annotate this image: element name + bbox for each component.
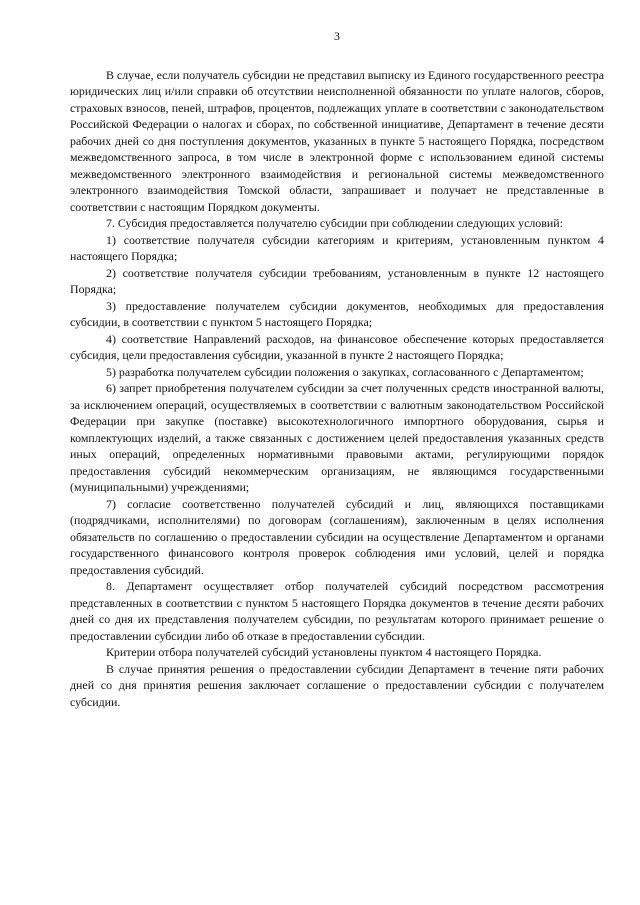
paragraph-agreement: В случае принятия решения о предоставлении субсидии Департамент в течение пяти рабочих дней со дня принятия решения заключает соглашение о предоставлении субсидии с получателем субсидии. [70, 661, 604, 709]
condition-item-1: 1) соответствие получателя субсидии категориям и критериям, установленным пунктом 4 настоящего Порядка; [70, 232, 604, 263]
condition-item-7: 7) согласие соответственно получателей субсидий и лиц, являющихся поставщиками (подрядчиками, исполнителями) по договорам (соглашениям), заключенным в целях исполнения обязательств по соглашению о предоставлении субсидии на осуществление Департаментом и органами государственного финансового контроля проверок соблюдения ими условий, целей и порядка предоставления субсидий. [70, 496, 604, 577]
document-page [70, 28, 604, 710]
condition-item-3: 3) предоставление получателем субсидии документов, необходимых для предоставления субсидии, в соответствии с пунктом 5 настоящего Порядка; [70, 298, 604, 329]
paragraph-egrul-request: В случае, если получатель субсидии не представил выписку из Единого государственного реестра юридических лиц и/или справки об отсутствии неисполненной обязанности по уплате налогов, сборов, страховых взносов, пеней, штрафов, процентов, подлежащих уплате в соответствии с законодательством Российской Федерации о налогах и сборах, по собственной инициативе, Департамент в течение десяти рабочих дней со дня поступления документов, указанных в пункте 5 настоящего Порядка, посредством межведомственного запроса, в том числе в электронной форме с использованием единой системы межведомственного электронного взаимодействия и региональной системы межведомственного электронного взаимодействия Томской области, запрашивает и получает не представленные в соответствии с настоящим Порядком документы. [70, 67, 604, 214]
condition-item-2: 2) соответствие получателя субсидии требованиям, установленным в пункте 12 настоящего Порядка; [70, 265, 604, 296]
condition-item-6: 6) запрет приобретения получателем субсидии за счет полученных средств иностранной валюты, за исключением операций, осуществляемых в соответствии с валютным законодательством Российской Федерации при закупке (поставке) высокотехнологичного импортного оборудования, сырья и комплектующих изделий, а также связанных с достижением целей предоставления указанных средств иных операций, определенных нормативными правовыми актами, регулирующими порядок предоставления субсидий некоммерческим организациям, не являющимся государственными (муниципальными) учреждениями; [70, 381, 604, 494]
condition-item-4: 4) соответствие Направлений расходов, на финансовое обеспечение которых предоставляется субсидия, цели предоставления субсидии, указанной в пункте 2 настоящего Порядка; [70, 331, 604, 362]
paragraph-selection-process: 8. Департамент осуществляет отбор получателей субсидий посредством рассмотрения представленных в соответствии с пунктом 5 настоящего Порядка документов в течение десяти рабочих дней со дня их представления получателем субсидии, по результатам которого принимает решение о предоставлении субсидии либо об отказе в предоставлении субсидии. [70, 579, 604, 643]
paragraph-selection-criteria: Критерии отбора получателей субсидий установлены пунктом 4 настоящего Порядка. [106, 645, 542, 659]
condition-item-5: 5) разработка получателем субсидии положения о закупках, согласованного с Департаментом; [106, 364, 584, 379]
paragraph-subsidy-conditions: 7. Субсидия предоставляется получателю субсидии при соблюдении следующих условий: [106, 216, 563, 230]
page-number: 3 [334, 29, 340, 43]
